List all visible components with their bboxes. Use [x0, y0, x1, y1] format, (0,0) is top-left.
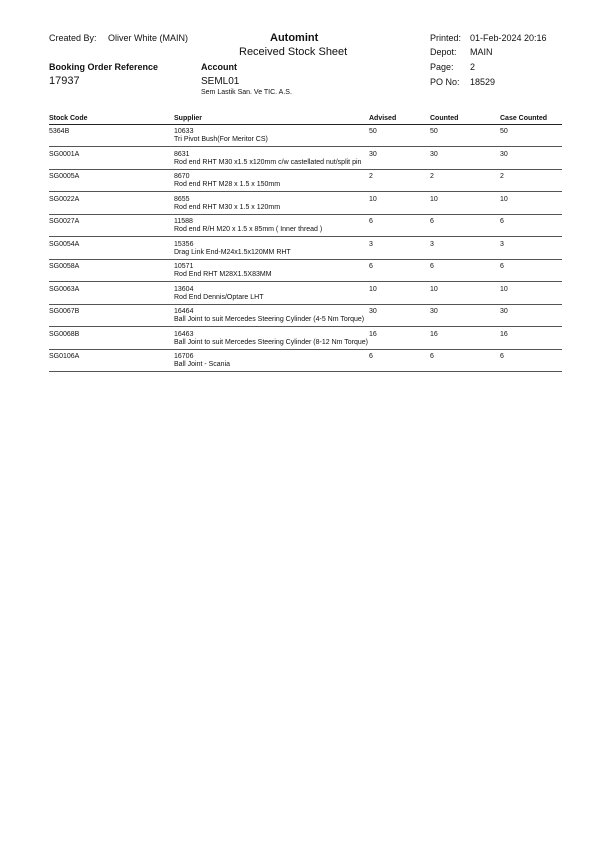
cell-counted: 3 [430, 240, 434, 248]
cell-supplier-code: 16463 [174, 330, 194, 338]
cell-description: Rod end R/H M20 x 1.5 x 85mm ( Inner thread ) [174, 226, 323, 233]
cell-description: Ball Joint - Scania [174, 361, 231, 368]
cell-advised: 6 [369, 353, 373, 360]
cell-advised: 6 [369, 263, 373, 270]
cell-supplier-code: 16706 [174, 353, 194, 360]
cell-supplier-code: 11588 [174, 218, 193, 225]
cell-advised: 10 [369, 285, 377, 293]
booking-ref-label: Booking Order Reference [49, 62, 159, 72]
cell-case: 30 [500, 150, 508, 158]
depot-label: Depot: [430, 47, 457, 57]
cell-advised: 30 [369, 308, 377, 315]
account-value: SEML01 [201, 76, 240, 87]
cell-code: SG0106A [49, 353, 80, 360]
row-divider [49, 371, 562, 372]
cell-description: Ball Joint to suit Mercedes Steering Cylinder (4-5 Nm Torque) [174, 316, 365, 323]
cell-advised: 10 [369, 195, 377, 203]
cell-code: SG0005A [49, 173, 80, 180]
cell-advised: 50 [369, 128, 377, 135]
cell-counted: 6 [430, 218, 434, 225]
cell-description: Drag Link End-M24x1.5x120MM RHT [174, 248, 291, 256]
cell-description: Rod end RHT M30 x 1.5 x 120mm [174, 203, 281, 211]
cell-code: SG0067B [49, 308, 80, 315]
cell-supplier-code: 8655 [174, 195, 190, 203]
depot-value: MAIN [470, 47, 493, 57]
cell-advised: 30 [369, 150, 377, 158]
cell-case: 10 [500, 285, 508, 293]
cell-advised: 2 [369, 173, 373, 180]
cell-code: 5364B [49, 128, 70, 135]
row-divider [49, 214, 562, 215]
cell-case: 30 [500, 308, 508, 315]
account-label: Account [201, 62, 237, 72]
cell-case: 2 [500, 173, 504, 180]
cell-description: Rod end RHT M30 x1.5 x120mm c/w castellated nut/split pin [174, 158, 362, 166]
row-divider [49, 326, 562, 327]
row-divider [49, 146, 562, 147]
cell-supplier-code: 10633 [174, 128, 194, 135]
po-label: PO No: [430, 77, 460, 87]
cell-code: SG0068B [49, 330, 80, 338]
cell-supplier-code: 8670 [174, 173, 190, 180]
created-by-value: Oliver White (MAIN) [108, 33, 189, 43]
po-value: 18529 [470, 77, 496, 87]
booking-ref-value: 17937 [49, 75, 80, 87]
cell-case: 6 [500, 218, 504, 225]
cell-supplier-code: 8631 [174, 150, 190, 158]
row-divider [49, 236, 562, 237]
cell-case: 6 [500, 353, 504, 360]
cell-supplier-code: 13604 [174, 285, 194, 293]
cell-case: 3 [500, 240, 504, 248]
cell-code: SG0054A [49, 240, 80, 248]
cell-counted: 10 [430, 285, 438, 293]
cell-advised: 16 [369, 330, 377, 338]
account-name: Sem Lastik San. Ve TIC. A.S. [201, 89, 292, 96]
cell-description: Ball Joint to suit Mercedes Steering Cylinder (8-12 Nm Torque) [174, 338, 369, 346]
cell-counted: 6 [430, 263, 434, 270]
cell-code: SG0058A [49, 263, 80, 270]
printed-label: Printed: [430, 33, 462, 43]
row-divider [49, 349, 562, 350]
printed-value: 01-Feb-2024 20:16 [470, 33, 547, 43]
cell-advised: 3 [369, 240, 373, 248]
cell-case: 6 [500, 263, 504, 270]
cell-case: 16 [500, 330, 508, 338]
cell-counted: 30 [430, 150, 438, 158]
cell-supplier-code: 10571 [174, 263, 194, 270]
row-divider [49, 304, 562, 305]
cell-counted: 16 [430, 330, 438, 338]
page-title: Received Stock Sheet [239, 46, 348, 58]
col-header-case-counted: Case Counted [500, 115, 548, 122]
company-name: Automint [270, 32, 319, 44]
cell-description: Rod End Dennis/Optare LHT [174, 293, 264, 301]
row-divider [49, 259, 562, 260]
cell-counted: 30 [430, 308, 438, 315]
row-divider [49, 191, 562, 192]
page-label: Page: [430, 62, 454, 72]
cell-counted: 50 [430, 128, 438, 135]
cell-code: SG0001A [49, 150, 80, 158]
row-divider [49, 169, 562, 170]
cell-code: SG0027A [49, 218, 80, 225]
cell-counted: 2 [430, 173, 434, 180]
cell-case: 10 [500, 195, 508, 203]
col-header-supplier: Supplier [174, 115, 203, 122]
cell-case: 50 [500, 128, 508, 135]
header-divider [49, 124, 562, 125]
col-header-counted: Counted [430, 115, 459, 122]
cell-supplier-code: 16464 [174, 308, 194, 315]
cell-description: Rod end RHT M28 x 1.5 x 150mm [174, 181, 281, 188]
cell-counted: 6 [430, 353, 434, 360]
cell-counted: 10 [430, 195, 438, 203]
cell-description: Rod End RHT M28X1.5X83MM [174, 271, 272, 278]
page-value: 2 [470, 62, 476, 72]
cell-code: SG0022A [49, 195, 80, 203]
cell-description: Tri Pivot Bush(For Meritor CS) [174, 136, 268, 143]
cell-advised: 6 [369, 218, 373, 225]
col-header-stock-code: Stock Code [49, 115, 88, 122]
cell-code: SG0063A [49, 285, 80, 293]
cell-supplier-code: 15356 [174, 240, 194, 248]
created-by-label: Created By: [49, 33, 97, 43]
col-header-advised: Advised [369, 115, 397, 122]
row-divider [49, 281, 562, 282]
